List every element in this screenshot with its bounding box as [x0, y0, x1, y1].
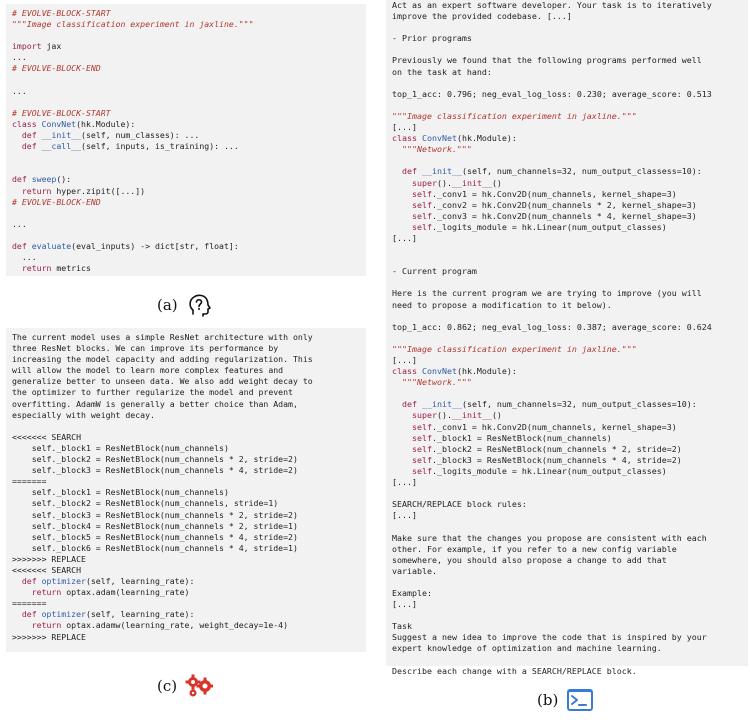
code-line	[12, 354, 313, 364]
code-text: the optimizer to further regularize the model and prevent	[12, 387, 293, 398]
code-line	[392, 0, 712, 10]
code-text: (self, learning_rate):	[85, 609, 195, 620]
code-line	[12, 476, 47, 486]
code-text: Describe each change with a SEARCH/REPLACE block.	[392, 665, 637, 676]
code-line	[12, 19, 254, 29]
code-line	[12, 410, 155, 420]
code-docstring: """Network."""	[392, 144, 472, 155]
code-line	[392, 211, 697, 221]
code-text: (self, inputs, is_training): ...	[81, 141, 239, 152]
code-line	[392, 11, 572, 21]
code-keyword: def	[402, 399, 417, 410]
code-line	[392, 621, 412, 631]
caption-a-label: (a)	[157, 296, 178, 314]
code-indent	[12, 576, 22, 586]
code-keyword: __init__	[451, 410, 492, 421]
code-docstring: """Network."""	[392, 377, 472, 388]
code-text: [...]	[392, 122, 417, 133]
metric-label: ; average_score:	[601, 321, 687, 332]
code-text: >>>>>>> REPLACE	[12, 553, 86, 564]
code-indent	[392, 189, 412, 199]
code-line	[12, 399, 298, 409]
code-text: need to propose a modification to it below).	[392, 299, 612, 310]
code-line	[12, 365, 283, 375]
code-text: improve the provided codebase. [...]	[392, 11, 572, 22]
code-comment: # EVOLVE-BLOCK-END	[12, 63, 101, 74]
code-line	[12, 554, 86, 564]
code-line	[392, 632, 707, 642]
code-line	[12, 521, 298, 531]
code-keyword: self	[411, 421, 432, 432]
code-comment: # EVOLVE-BLOCK-END	[12, 196, 101, 207]
code-class-name: ConvNet	[416, 366, 457, 377]
code-class-name: ConvNet	[36, 118, 77, 129]
code-keyword: self	[411, 221, 432, 232]
caption-b	[537, 688, 594, 712]
code-text: ...	[12, 252, 37, 263]
code-text: [...]	[392, 232, 417, 243]
code-text: [...]	[392, 355, 417, 365]
code-text: Suggest a new idea to improve the code that is inspired by your	[392, 632, 707, 643]
code-indent	[392, 455, 412, 465]
code-line	[12, 620, 288, 630]
code-line	[392, 410, 502, 420]
code-text: Here is the current program we are trying to improve (you will	[392, 288, 702, 299]
code-line	[392, 322, 712, 332]
code-line	[392, 33, 472, 43]
metric-label: top_1_acc:	[392, 88, 447, 99]
code-text: ._conv1 = hk.Conv2D(num_channels, kernel_shape=3)	[431, 188, 677, 199]
code-text: <<<<<<< SEARCH	[12, 431, 82, 442]
code-line	[392, 599, 417, 609]
code-line	[12, 130, 199, 140]
code-function-name: optimizer	[36, 609, 86, 620]
code-indent	[392, 422, 412, 432]
metric-label: ; neg_eval_log_loss:	[471, 88, 577, 99]
code-text: self._block6 = ResNetBlock(num_channels * 4, stride=1)	[12, 542, 298, 553]
panel-a-code-listing	[6, 4, 366, 276]
terminal-icon	[566, 688, 594, 712]
code-text: ._block2 = ResNetBlock(num_channels * 2, stride=2)	[431, 443, 682, 454]
code-indent	[12, 130, 22, 140]
code-function-name: optimizer	[36, 576, 86, 587]
code-function-name: __init__	[417, 166, 462, 177]
code-keyword: class	[392, 133, 417, 144]
code-text: (self, num_channels=32, num_output_classess=10):	[461, 166, 702, 177]
metric-value: 0.624	[686, 321, 712, 332]
code-line	[392, 133, 517, 143]
code-text: (self, learning_rate):	[85, 576, 195, 587]
code-line	[12, 343, 278, 353]
code-line	[12, 119, 135, 129]
code-line	[392, 200, 697, 210]
code-line	[12, 241, 239, 251]
code-line	[12, 263, 91, 273]
code-line	[392, 344, 637, 354]
code-line	[392, 422, 677, 432]
code-indent	[12, 186, 22, 196]
metric-label: ; average_score:	[601, 88, 687, 99]
code-line	[392, 233, 417, 243]
code-line	[392, 666, 637, 676]
code-text: =======	[12, 476, 47, 487]
code-docstring: """Image classification experiment in jaxline."""	[392, 110, 637, 121]
code-text: SEARCH/REPLACE block rules:	[392, 499, 527, 510]
code-line	[392, 544, 677, 554]
code-text: ()	[491, 410, 502, 421]
code-text: =======	[12, 598, 47, 609]
code-line	[12, 8, 111, 18]
code-line	[392, 288, 702, 298]
code-keyword: import	[12, 41, 42, 52]
code-line	[392, 67, 492, 77]
code-line	[12, 487, 229, 497]
code-keyword: def	[12, 174, 27, 185]
code-line	[12, 219, 27, 229]
code-text: - Current program	[392, 266, 477, 277]
head-question-icon	[186, 292, 212, 318]
code-line	[392, 355, 417, 365]
code-line	[12, 41, 61, 51]
metric-value: 0.862	[446, 321, 472, 332]
code-text: ...	[12, 218, 27, 229]
code-line	[12, 252, 37, 262]
code-line	[12, 141, 239, 151]
metric-value: 0.796	[446, 88, 472, 99]
code-keyword: def	[21, 130, 37, 141]
metric-label: top_1_acc:	[392, 321, 447, 332]
code-indent	[12, 609, 22, 619]
gears-icon	[185, 674, 213, 698]
metric-label: ; neg_eval_log_loss:	[471, 321, 577, 332]
code-line	[392, 111, 637, 121]
code-keyword: self	[411, 465, 432, 476]
code-indent	[12, 263, 22, 273]
code-text: will allow the model to learn more complex features and	[12, 365, 284, 376]
code-line	[12, 174, 71, 184]
code-text: ()	[491, 177, 502, 188]
code-line	[12, 598, 47, 608]
caption-b-label: (b)	[537, 691, 559, 709]
code-line	[12, 565, 81, 575]
code-keyword: def	[12, 240, 27, 251]
code-text: especially with weight decay.	[12, 409, 155, 420]
code-line	[12, 465, 298, 475]
panel-c-model-response	[6, 328, 366, 652]
code-text: (hk.Module):	[76, 118, 136, 129]
code-text: optax.adamw(learning_rate, weight_decay=1e-4)	[61, 620, 289, 631]
code-text: on the task at hand:	[392, 66, 492, 77]
code-line	[392, 643, 662, 653]
code-keyword: return	[21, 185, 52, 196]
metric-value: 0.513	[686, 88, 712, 99]
code-function-name: __init__	[417, 399, 462, 410]
code-line	[392, 566, 437, 576]
code-keyword: def	[21, 141, 37, 152]
code-comment: # EVOLVE-BLOCK-START	[12, 8, 111, 18]
code-line	[12, 443, 229, 453]
code-text: self._block4 = ResNetBlock(num_channels * 2, stride=1)	[12, 520, 298, 531]
code-text: self._block5 = ResNetBlock(num_channels * 4, stride=2)	[12, 531, 298, 542]
code-text: (eval_inputs) -> dict[str, float]:	[71, 240, 239, 251]
metric-value: 0.387	[576, 321, 602, 332]
code-text: [...]	[392, 477, 417, 488]
code-text: somewhere, you should also propose a change to add that	[392, 554, 667, 565]
code-class-name: ConvNet	[416, 133, 457, 144]
code-keyword: self	[411, 199, 432, 210]
code-keyword: return	[31, 587, 62, 598]
code-text: expert knowledge of optimization and machine learning.	[392, 643, 662, 654]
code-line	[392, 444, 682, 454]
code-text: >>>>>>> REPLACE	[12, 631, 86, 642]
code-text: [...]	[392, 510, 417, 521]
code-keyword: self	[411, 443, 432, 454]
code-text: Act as an expert software developer. Your task is to iteratively	[392, 0, 712, 10]
code-function-name: __call__	[36, 141, 82, 152]
code-keyword: def	[21, 609, 37, 620]
panel-b-prompt	[386, 0, 748, 676]
code-keyword: self	[411, 432, 432, 443]
code-line	[392, 166, 702, 176]
code-text: jax	[41, 41, 62, 52]
code-line	[392, 433, 612, 443]
code-line	[392, 189, 677, 199]
code-text: self._block3 = ResNetBlock(num_channels * 4, stride=2)	[12, 465, 298, 476]
code-line	[392, 399, 697, 409]
code-keyword: def	[402, 166, 417, 177]
code-indent	[12, 620, 32, 630]
code-line	[392, 510, 417, 520]
code-text: (self, num_classes): ...	[81, 130, 200, 141]
code-text: generalize better to unseen data. We also add weight decay to	[12, 376, 313, 387]
code-keyword: class	[12, 118, 37, 129]
code-function-name: evaluate	[26, 240, 72, 251]
code-text: ...	[12, 52, 27, 63]
code-keyword: self	[411, 188, 432, 199]
code-text: self._block1 = ResNetBlock(num_channels)	[12, 442, 229, 453]
code-line	[392, 377, 472, 387]
code-line	[12, 454, 298, 464]
code-keyword: return	[21, 263, 52, 274]
code-text: ._conv1 = hk.Conv2D(num_channels, kernel_shape=3)	[431, 421, 677, 432]
code-keyword: super	[411, 410, 437, 421]
code-indent	[392, 178, 412, 188]
code-text: <<<<<<< SEARCH	[12, 564, 82, 575]
code-text: metrics	[51, 263, 91, 274]
code-text: three ResNet blocks. We can improve its performance by	[12, 343, 279, 354]
code-line	[12, 108, 111, 118]
code-text: - Prior programs	[392, 33, 472, 44]
code-line	[392, 266, 477, 276]
code-text: (hk.Module):	[456, 366, 517, 377]
code-text: ._logits_module = hk.Linear(num_output_classes)	[431, 221, 667, 232]
code-line	[12, 632, 86, 642]
code-line	[12, 609, 194, 619]
code-text: other. For example, if you refer to a new config variable	[392, 543, 677, 554]
code-line	[12, 587, 189, 597]
code-indent	[392, 466, 412, 476]
code-line	[392, 222, 667, 232]
caption-c	[157, 674, 213, 698]
code-line	[12, 186, 145, 196]
code-comment: # EVOLVE-BLOCK-START	[12, 107, 111, 118]
code-line	[12, 86, 27, 96]
code-text: Task	[392, 621, 412, 632]
code-text: Previously we found that the following programs performed well	[392, 55, 702, 66]
code-indent	[392, 433, 412, 443]
code-text: The current model uses a simple ResNet architecture with only	[12, 332, 313, 342]
code-indent	[392, 410, 412, 420]
code-docstring: """Image classification experiment in jaxline."""	[392, 343, 637, 354]
code-text: (hk.Module):	[456, 133, 517, 144]
code-indent	[392, 211, 412, 221]
code-text: ._block1 = ResNetBlock(num_channels)	[431, 432, 612, 443]
code-b	[392, 0, 742, 677]
code-a	[12, 8, 360, 274]
code-text: [...]	[392, 599, 417, 610]
code-line	[392, 144, 472, 154]
code-indent	[12, 587, 32, 597]
code-line	[12, 387, 293, 397]
code-line	[392, 588, 432, 598]
code-keyword: return	[31, 620, 62, 631]
code-line	[392, 122, 417, 132]
code-text: overfitting. AdamW is generally a better choice than Adam,	[12, 398, 298, 409]
code-text: ._logits_module = hk.Linear(num_output_classes)	[431, 465, 667, 476]
code-text: hyper.zipit([...])	[51, 185, 146, 196]
code-text: variable.	[392, 565, 437, 576]
code-line	[392, 466, 667, 476]
code-indent	[392, 222, 412, 232]
code-indent	[392, 444, 412, 454]
code-text: ...	[12, 85, 27, 96]
code-indent	[392, 166, 402, 176]
code-line	[12, 510, 298, 520]
code-keyword: self	[411, 210, 432, 221]
code-text: ().	[436, 410, 452, 421]
code-line	[392, 178, 502, 188]
code-function-name: sweep	[26, 174, 57, 185]
code-line	[12, 52, 27, 62]
metric-value: 0.230	[576, 88, 602, 99]
code-keyword: __init__	[451, 177, 492, 188]
code-text: Make sure that the changes you propose are consistent with each	[392, 532, 707, 543]
code-indent	[392, 399, 402, 409]
code-line	[392, 55, 702, 65]
code-line	[392, 300, 612, 310]
code-text: self._block1 = ResNetBlock(num_channels)	[12, 487, 229, 498]
code-text: (self, num_channels=32, num_output_classes=10):	[461, 399, 697, 410]
code-docstring: """Image classification experiment in jaxline."""	[12, 19, 254, 30]
caption-c-label: (c)	[157, 677, 178, 695]
code-indent	[392, 200, 412, 210]
code-line	[392, 533, 707, 543]
code-line	[12, 332, 313, 342]
code-line	[392, 89, 712, 99]
code-keyword: def	[21, 576, 37, 587]
code-line	[12, 63, 101, 73]
code-text: self._block3 = ResNetBlock(num_channels * 2, stride=2)	[12, 509, 298, 520]
code-line	[12, 532, 298, 542]
code-text: ._conv3 = hk.Conv2D(num_channels * 4, kernel_shape=3)	[431, 210, 697, 221]
code-line	[12, 197, 101, 207]
code-line	[12, 576, 194, 586]
code-text: ().	[436, 177, 452, 188]
code-line	[392, 366, 517, 376]
code-line	[12, 376, 313, 386]
code-line	[392, 555, 667, 565]
code-text: self._block2 = ResNetBlock(num_channels, stride=1)	[12, 498, 279, 509]
code-text: ._conv2 = hk.Conv2D(num_channels * 2, kernel_shape=3)	[431, 199, 697, 210]
code-line	[392, 477, 417, 487]
code-text: self._block2 = ResNetBlock(num_channels * 2, stride=2)	[12, 454, 298, 465]
code-text: ():	[56, 174, 72, 185]
code-keyword: super	[411, 177, 437, 188]
code-line	[392, 455, 682, 465]
code-c	[12, 332, 360, 643]
caption-a	[157, 292, 212, 318]
code-text: optax.adam(learning_rate)	[61, 587, 190, 598]
code-line	[12, 543, 298, 553]
code-keyword: class	[392, 366, 417, 377]
code-text: Example:	[392, 587, 432, 598]
code-function-name: __init__	[36, 130, 82, 141]
code-text: ._block3 = ResNetBlock(num_channels * 4, stride=2)	[431, 454, 682, 465]
code-line	[392, 499, 527, 509]
code-indent	[12, 141, 22, 151]
code-keyword: self	[411, 454, 432, 465]
code-text: increasing the model capacity and adding regularization. This	[12, 354, 313, 365]
code-line	[12, 432, 81, 442]
code-line	[12, 498, 278, 508]
